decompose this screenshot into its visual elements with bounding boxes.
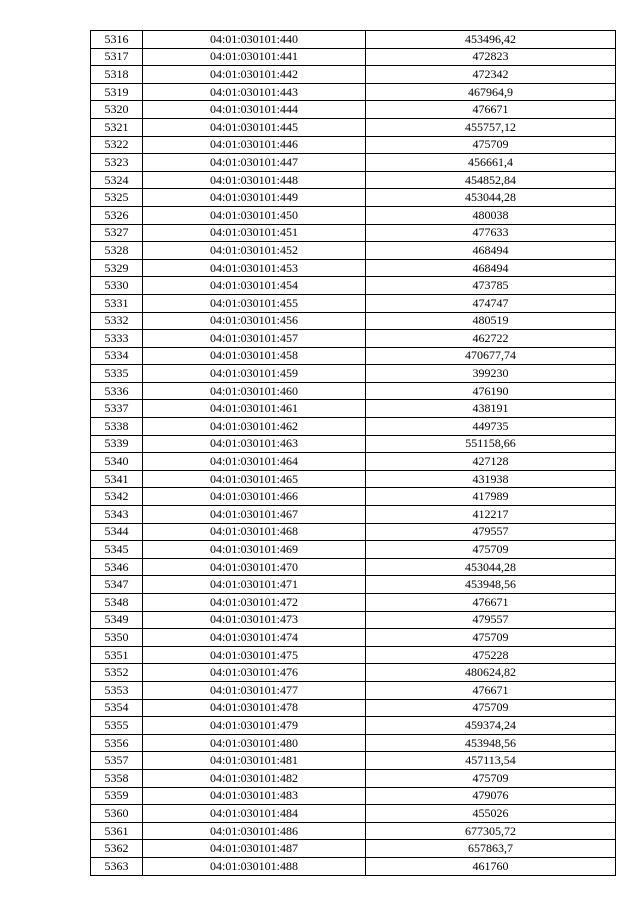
value-cell: 468494 [366,259,616,277]
value-cell: 461760 [366,857,616,875]
value-cell: 453044,28 [366,189,616,207]
value-cell: 479557 [366,611,616,629]
row-number-cell: 5362 [91,840,143,858]
cadastral-number-cell: 04:01:030101:450 [143,206,366,224]
table-row [91,277,616,295]
table-body [91,31,616,876]
cadastral-number-cell: 04:01:030101:476 [143,664,366,682]
row-number-cell: 5336 [91,382,143,400]
table-row [91,66,616,84]
table-row [91,857,616,875]
cadastral-number-cell: 04:01:030101:483 [143,787,366,805]
cadastral-number-cell: 04:01:030101:482 [143,769,366,787]
value-cell: 476671 [366,681,616,699]
cadastral-number-cell: 04:01:030101:451 [143,224,366,242]
value-cell: 455757,12 [366,118,616,136]
table-row [91,453,616,471]
cadastral-value-table [90,30,616,876]
value-cell: 462722 [366,330,616,348]
value-cell: 467964,9 [366,83,616,101]
row-number-cell: 5344 [91,523,143,541]
value-cell: 657863,7 [366,840,616,858]
row-number-cell: 5348 [91,594,143,612]
row-number-cell: 5352 [91,664,143,682]
row-number-cell: 5331 [91,294,143,312]
value-cell: 476671 [366,594,616,612]
table-row [91,664,616,682]
table-row [91,629,616,647]
table-row [91,488,616,506]
value-cell: 479076 [366,787,616,805]
cadastral-number-cell: 04:01:030101:472 [143,594,366,612]
cadastral-number-cell: 04:01:030101:440 [143,31,366,49]
table-row [91,224,616,242]
cadastral-number-cell: 04:01:030101:445 [143,118,366,136]
cadastral-number-cell: 04:01:030101:458 [143,347,366,365]
table-row [91,101,616,119]
table-row [91,189,616,207]
value-cell: 453948,56 [366,734,616,752]
value-cell: 453948,56 [366,576,616,594]
table-row [91,418,616,436]
row-number-cell: 5334 [91,347,143,365]
cadastral-number-cell: 04:01:030101:447 [143,154,366,172]
table-row [91,699,616,717]
table-row [91,330,616,348]
table-row [91,769,616,787]
row-number-cell: 5349 [91,611,143,629]
value-cell: 475228 [366,646,616,664]
table-row [91,787,616,805]
table-row [91,558,616,576]
value-cell: 459374,24 [366,717,616,735]
table-row [91,717,616,735]
row-number-cell: 5338 [91,418,143,436]
value-cell: 472342 [366,66,616,84]
row-number-cell: 5360 [91,805,143,823]
cadastral-number-cell: 04:01:030101:466 [143,488,366,506]
row-number-cell: 5340 [91,453,143,471]
cadastral-number-cell: 04:01:030101:456 [143,312,366,330]
value-cell: 551158,66 [366,435,616,453]
cadastral-number-cell: 04:01:030101:484 [143,805,366,823]
value-cell: 438191 [366,400,616,418]
table-row [91,347,616,365]
table-row [91,594,616,612]
row-number-cell: 5330 [91,277,143,295]
row-number-cell: 5335 [91,365,143,383]
cadastral-number-cell: 04:01:030101:477 [143,681,366,699]
cadastral-number-cell: 04:01:030101:444 [143,101,366,119]
table-row [91,118,616,136]
row-number-cell: 5328 [91,242,143,260]
cadastral-number-cell: 04:01:030101:461 [143,400,366,418]
value-cell: 476190 [366,382,616,400]
row-number-cell: 5357 [91,752,143,770]
row-number-cell: 5337 [91,400,143,418]
cadastral-number-cell: 04:01:030101:459 [143,365,366,383]
row-number-cell: 5361 [91,822,143,840]
value-cell: 479557 [366,523,616,541]
cadastral-number-cell: 04:01:030101:462 [143,418,366,436]
table-row [91,541,616,559]
table-row [91,734,616,752]
table-row [91,435,616,453]
cadastral-number-cell: 04:01:030101:487 [143,840,366,858]
value-cell: 480038 [366,206,616,224]
row-number-cell: 5327 [91,224,143,242]
value-cell: 455026 [366,805,616,823]
cadastral-number-cell: 04:01:030101:448 [143,171,366,189]
table-row [91,312,616,330]
cadastral-number-cell: 04:01:030101:479 [143,717,366,735]
row-number-cell: 5339 [91,435,143,453]
value-cell: 449735 [366,418,616,436]
row-number-cell: 5321 [91,118,143,136]
table-row [91,576,616,594]
table-row [91,752,616,770]
row-number-cell: 5319 [91,83,143,101]
value-cell: 475709 [366,541,616,559]
value-cell: 476671 [366,101,616,119]
row-number-cell: 5359 [91,787,143,805]
value-cell: 457113,54 [366,752,616,770]
table-row [91,83,616,101]
cadastral-number-cell: 04:01:030101:467 [143,506,366,524]
row-number-cell: 5343 [91,506,143,524]
row-number-cell: 5363 [91,857,143,875]
value-cell: 475709 [366,136,616,154]
table-row [91,840,616,858]
value-cell: 453044,28 [366,558,616,576]
cadastral-number-cell: 04:01:030101:446 [143,136,366,154]
row-number-cell: 5355 [91,717,143,735]
row-number-cell: 5326 [91,206,143,224]
row-number-cell: 5317 [91,48,143,66]
row-number-cell: 5325 [91,189,143,207]
row-number-cell: 5333 [91,330,143,348]
value-cell: 477633 [366,224,616,242]
value-cell: 677305,72 [366,822,616,840]
table-row [91,523,616,541]
cadastral-number-cell: 04:01:030101:469 [143,541,366,559]
cadastral-number-cell: 04:01:030101:473 [143,611,366,629]
cadastral-number-cell: 04:01:030101:486 [143,822,366,840]
value-cell: 480519 [366,312,616,330]
cadastral-number-cell: 04:01:030101:480 [143,734,366,752]
table-row [91,171,616,189]
row-number-cell: 5332 [91,312,143,330]
row-number-cell: 5350 [91,629,143,647]
table-row [91,822,616,840]
row-number-cell: 5323 [91,154,143,172]
row-number-cell: 5356 [91,734,143,752]
cadastral-number-cell: 04:01:030101:443 [143,83,366,101]
table-row [91,259,616,277]
table-row [91,48,616,66]
table-row [91,154,616,172]
cadastral-number-cell: 04:01:030101:488 [143,857,366,875]
cadastral-number-cell: 04:01:030101:457 [143,330,366,348]
value-cell: 456661,4 [366,154,616,172]
cadastral-number-cell: 04:01:030101:454 [143,277,366,295]
value-cell: 454852,84 [366,171,616,189]
row-number-cell: 5358 [91,769,143,787]
cadastral-number-cell: 04:01:030101:470 [143,558,366,576]
value-cell: 475709 [366,699,616,717]
row-number-cell: 5324 [91,171,143,189]
table-row [91,294,616,312]
value-cell: 475709 [366,629,616,647]
cadastral-number-cell: 04:01:030101:471 [143,576,366,594]
value-cell: 473785 [366,277,616,295]
row-number-cell: 5353 [91,681,143,699]
cadastral-number-cell: 04:01:030101:468 [143,523,366,541]
value-cell: 431938 [366,470,616,488]
table-row [91,31,616,49]
row-number-cell: 5354 [91,699,143,717]
cadastral-number-cell: 04:01:030101:464 [143,453,366,471]
value-cell: 474747 [366,294,616,312]
value-cell: 453496,42 [366,31,616,49]
value-cell: 399230 [366,365,616,383]
cadastral-number-cell: 04:01:030101:478 [143,699,366,717]
cadastral-number-cell: 04:01:030101:463 [143,435,366,453]
row-number-cell: 5347 [91,576,143,594]
table-row [91,365,616,383]
value-cell: 417989 [366,488,616,506]
value-cell: 470677,74 [366,347,616,365]
row-number-cell: 5341 [91,470,143,488]
cadastral-number-cell: 04:01:030101:453 [143,259,366,277]
row-number-cell: 5320 [91,101,143,119]
cadastral-number-cell: 04:01:030101:460 [143,382,366,400]
table-row [91,681,616,699]
row-number-cell: 5329 [91,259,143,277]
value-cell: 472823 [366,48,616,66]
row-number-cell: 5345 [91,541,143,559]
value-cell: 427128 [366,453,616,471]
value-cell: 475709 [366,769,616,787]
value-cell: 412217 [366,506,616,524]
cadastral-number-cell: 04:01:030101:455 [143,294,366,312]
cadastral-number-cell: 04:01:030101:442 [143,66,366,84]
table-row [91,805,616,823]
row-number-cell: 5322 [91,136,143,154]
table-row [91,506,616,524]
table-row [91,611,616,629]
table-row [91,136,616,154]
table-row [91,382,616,400]
row-number-cell: 5351 [91,646,143,664]
cadastral-number-cell: 04:01:030101:441 [143,48,366,66]
table-row [91,206,616,224]
cadastral-number-cell: 04:01:030101:465 [143,470,366,488]
table-row [91,470,616,488]
row-number-cell: 5316 [91,31,143,49]
table-row [91,646,616,664]
cadastral-number-cell: 04:01:030101:481 [143,752,366,770]
cadastral-number-cell: 04:01:030101:452 [143,242,366,260]
cadastral-number-cell: 04:01:030101:475 [143,646,366,664]
row-number-cell: 5342 [91,488,143,506]
table-row [91,242,616,260]
table-row [91,400,616,418]
cadastral-number-cell: 04:01:030101:449 [143,189,366,207]
cadastral-number-cell: 04:01:030101:474 [143,629,366,647]
value-cell: 480624,82 [366,664,616,682]
value-cell: 468494 [366,242,616,260]
row-number-cell: 5318 [91,66,143,84]
row-number-cell: 5346 [91,558,143,576]
